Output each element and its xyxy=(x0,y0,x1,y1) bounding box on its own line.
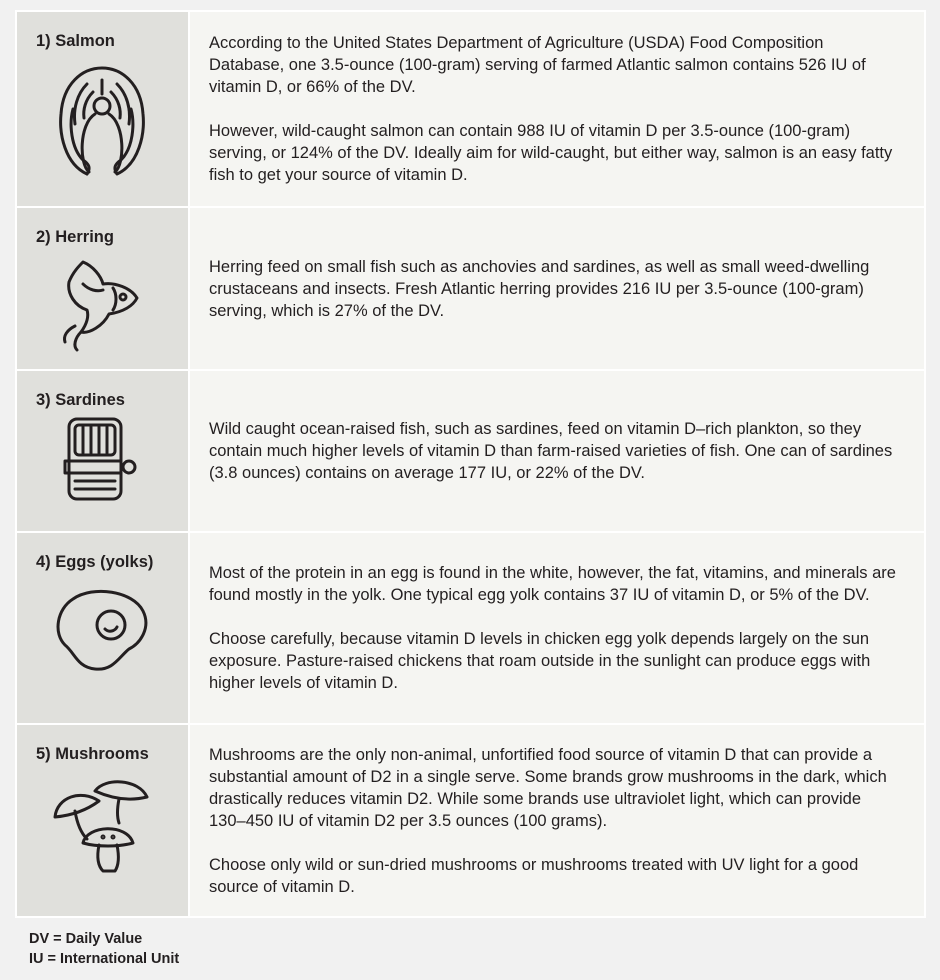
description-paragraph: Herring feed on small fish such as anchovies and sardines, as well as small weed-dwelling crustaceans and insects. Fresh Atlantic herring provides 216 IU per 3.5-ounce (100-gram) serving, which is 27% of the DV. xyxy=(209,257,870,320)
fish-icon xyxy=(53,254,143,359)
description-paragraph: However, wild-caught salmon can contain 988 IU of vitamin D per 3.5-ounce (100-gram) serving, or 124% of the DV. Ideally aim for wild-caught, but either way, salmon is an easy fatty fish to get your source of vitamin D. xyxy=(209,122,893,184)
mushrooms-icon xyxy=(47,777,157,882)
description-paragraph: Wild caught ocean-raised fish, such as sardines, feed on vitamin D–rich plankton, so they contain much higher levels of vitamin D than farm-raised varieties of fish. One can of sardines (3.8 ounces) contains on average 177 IU, or 22% of the DV. xyxy=(209,420,893,482)
description-paragraph: Mushrooms are the only non-animal, unfortified food source of vitamin D that can provide a substantial amount of D2 in a single serve. Some brands grow mushrooms in the dark, which drastically reduces vitamin D2. While some brands use ultraviolet light, which can provide 130–450 IU of vitamin D2 per 3.5 ounces (100 grams). xyxy=(209,745,887,830)
abbreviation-legend xyxy=(29,929,179,969)
legend-dv: DV = Daily Value xyxy=(29,931,143,947)
description-paragraph: Choose carefully, because vitamin D levels in chicken egg yolk depends largely on the sun exposure. Pasture-raised chickens that roam outside in the sunlight can produce eggs with higher levels of vitamin D. xyxy=(209,630,871,692)
salmon-steak-icon xyxy=(57,64,147,189)
legend-iu: IU = International Unit xyxy=(29,951,180,967)
food-title: 5) Mushrooms xyxy=(36,745,149,763)
description-paragraph: According to the United States Department of Agriculture (USDA) Food Composition Database, one 3.5-ounce (100-gram) serving of farmed Atlantic salmon contains 526 IU of vitamin D, or 66% of the DV. xyxy=(209,34,866,96)
food-title: 3) Sardines xyxy=(36,391,125,409)
food-cell xyxy=(17,725,188,916)
table-row-sardines xyxy=(17,371,924,531)
food-description xyxy=(190,725,924,916)
food-description xyxy=(190,533,924,723)
food-description xyxy=(190,208,924,369)
food-cell xyxy=(17,533,188,723)
food-description xyxy=(190,12,924,206)
food-title: 1) Salmon xyxy=(36,32,115,50)
description-paragraph: Choose only wild or sun-dried mushrooms or mushrooms treated with UV light for a good source of vitamin D. xyxy=(209,855,859,896)
vitamin-d-foods-table xyxy=(15,10,926,918)
table-row-eggs xyxy=(17,533,924,723)
food-title: 2) Herring xyxy=(36,228,114,246)
description-paragraph: Most of the protein in an egg is found in the white, however, the fat, vitamins, and minerals are found mostly in the yolk. One typical egg yolk contains 37 IU of vitamin D, or 5% of the DV. xyxy=(209,564,896,604)
table-row-salmon xyxy=(17,12,924,206)
food-cell xyxy=(17,371,188,531)
food-cell xyxy=(17,12,188,206)
food-description xyxy=(190,371,924,531)
food-title: 4) Eggs (yolks) xyxy=(36,553,154,571)
sardine-can-icon xyxy=(53,415,143,510)
fried-egg-icon xyxy=(53,587,153,682)
table-row-herring xyxy=(17,208,924,369)
food-cell xyxy=(17,208,188,369)
table-row-mushrooms xyxy=(17,725,924,916)
